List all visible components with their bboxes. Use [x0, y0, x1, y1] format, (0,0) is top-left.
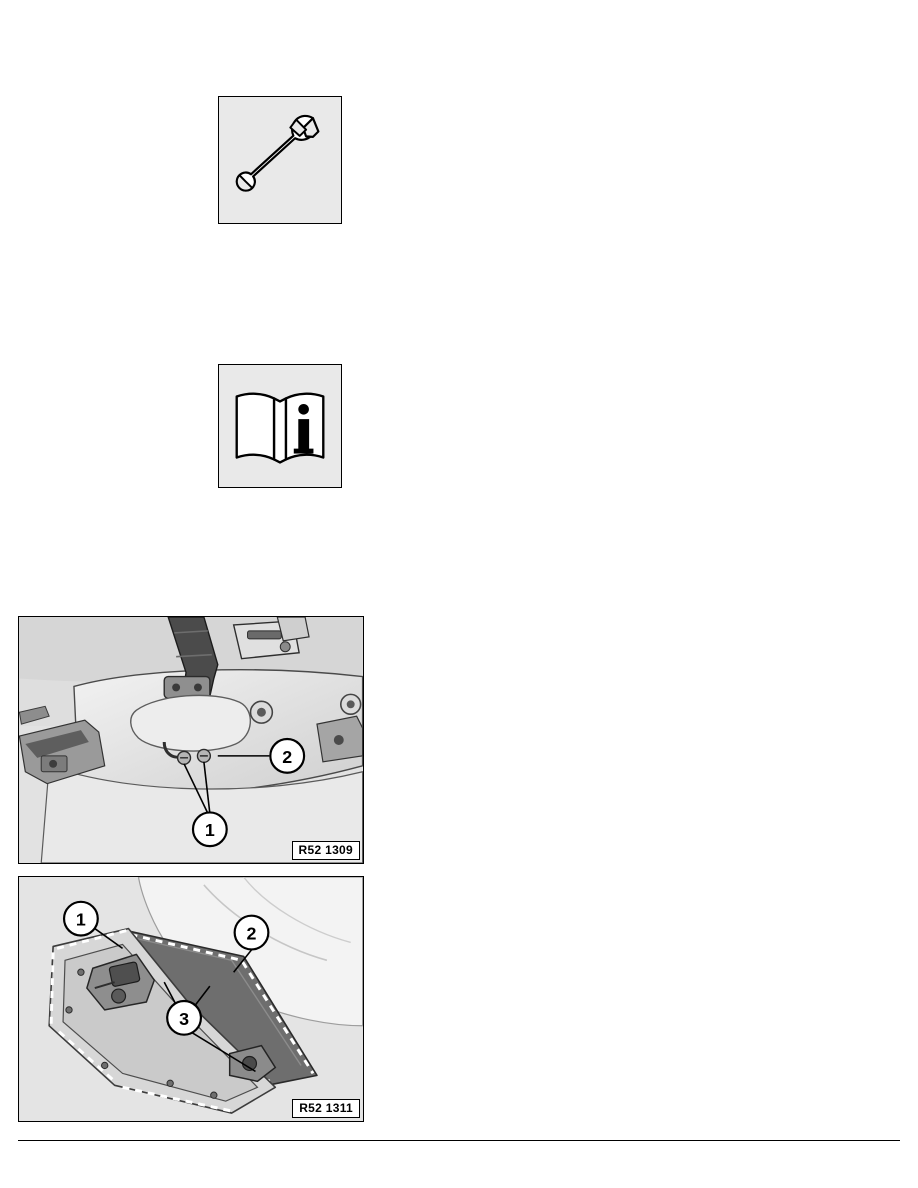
figure-2-caption: R52 1311: [292, 1099, 360, 1118]
figure-2-callout-2: 2: [246, 923, 257, 944]
manual-info-icon-box: [218, 364, 342, 488]
wrench-icon-box: [218, 96, 342, 224]
figure-1-illustration: [19, 617, 363, 863]
figure-2-callout-1: 1: [75, 909, 86, 930]
figure-seat-cushion-clips: [18, 876, 364, 1122]
footer-divider: [18, 1140, 900, 1141]
figure-2-illustration: [19, 877, 363, 1121]
figure-1-caption: R52 1309: [292, 841, 360, 860]
wrench-icon: [219, 97, 341, 223]
figure-1-callout-2: 2: [282, 746, 293, 767]
figure-seat-belt-guide: [18, 616, 364, 864]
manual-info-icon: [219, 365, 341, 487]
figure-2-callout-3: 3: [179, 1008, 190, 1029]
figure-1-callout-1: 1: [204, 820, 215, 841]
